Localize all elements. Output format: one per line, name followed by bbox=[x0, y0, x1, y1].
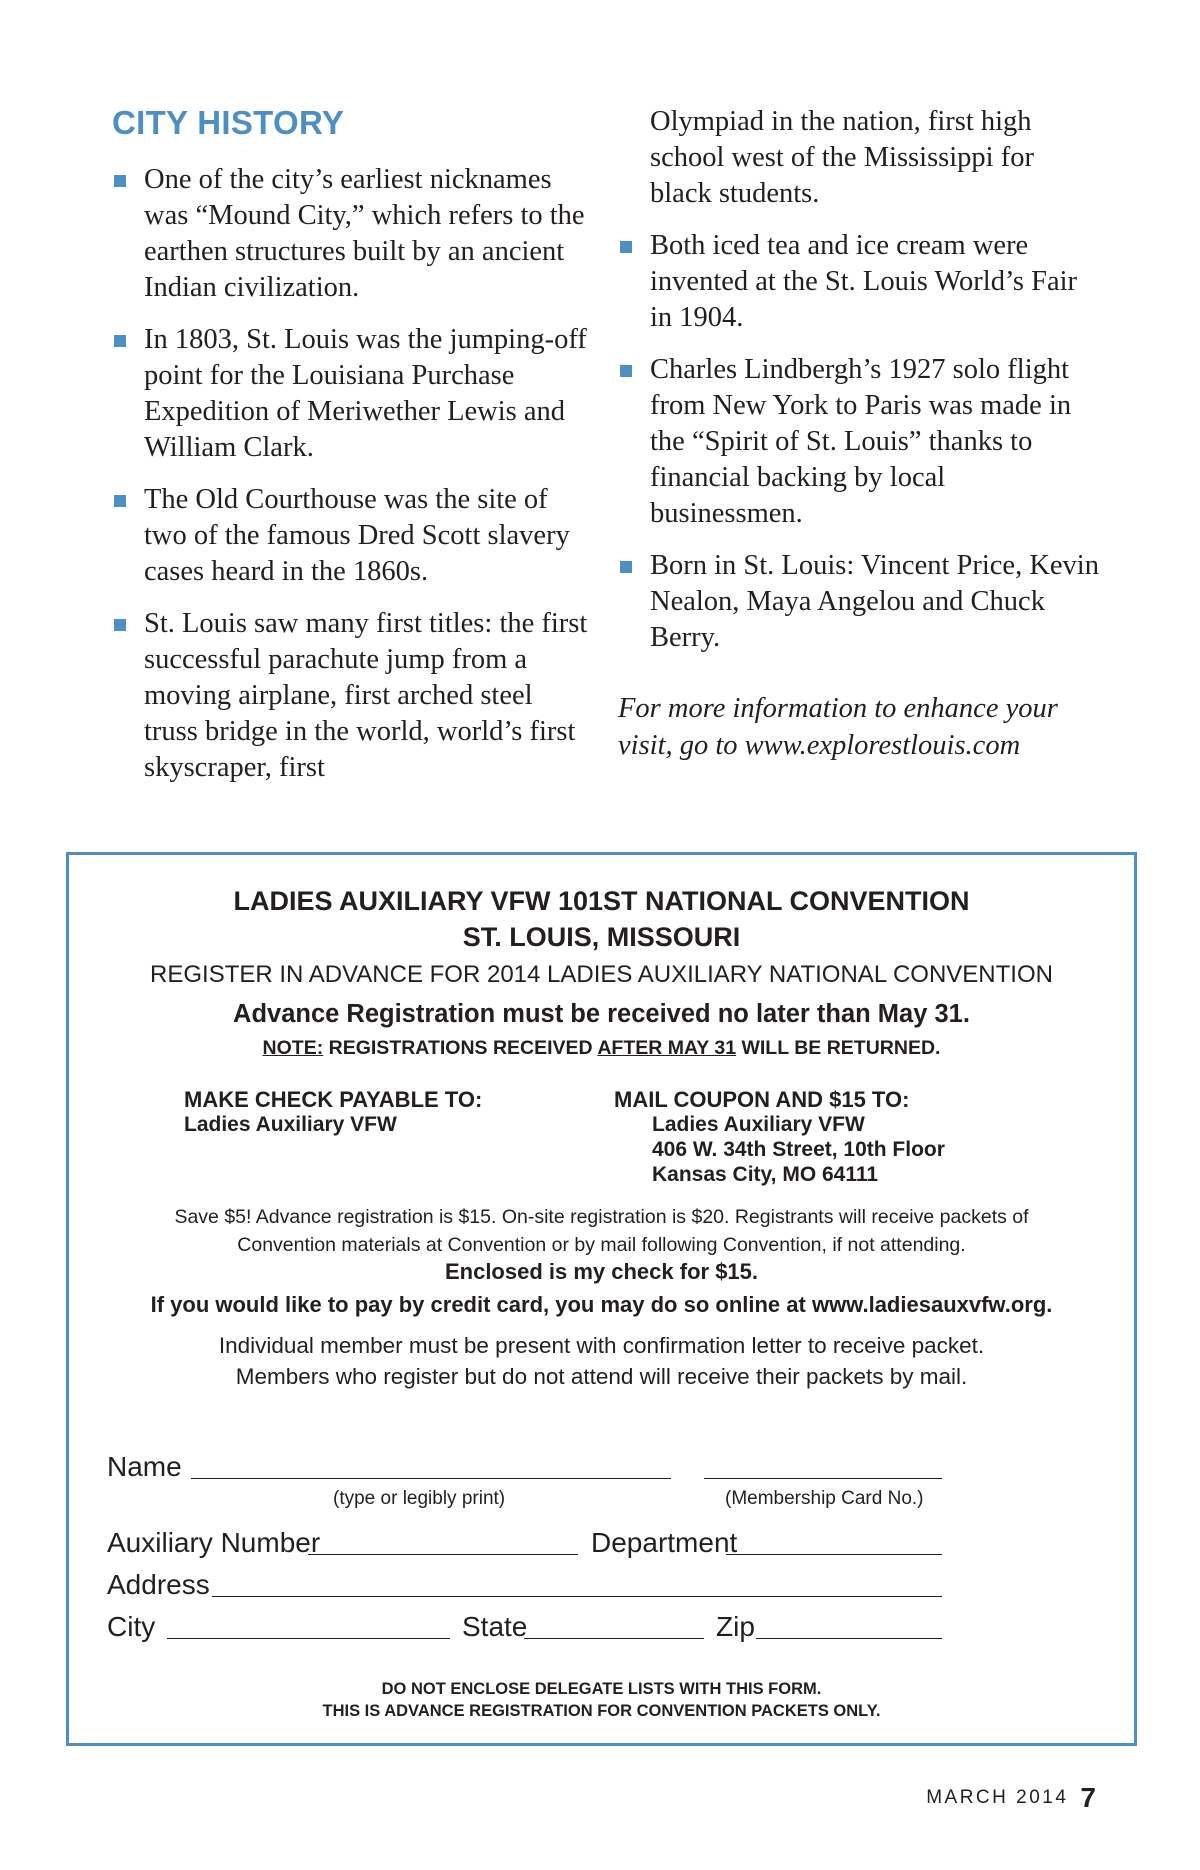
list-item bbox=[618, 228, 1102, 336]
footer-line-2: THIS IS ADVANCE REGISTRATION FOR CONVENTION PACKETS ONLY. bbox=[322, 1702, 881, 1720]
page-footer bbox=[926, 1782, 1096, 1814]
zip-field[interactable] bbox=[756, 1638, 942, 1639]
mail-heading: MAIL COUPON AND $15 TO: bbox=[614, 1087, 910, 1112]
address-field[interactable] bbox=[212, 1596, 942, 1597]
membership-card-field[interactable] bbox=[704, 1478, 942, 1479]
list-item bbox=[112, 606, 592, 786]
square-bullet-icon bbox=[114, 495, 126, 507]
square-bullet-icon bbox=[620, 241, 632, 253]
pricing-info bbox=[69, 1203, 1134, 1259]
name-hint: (type or legibly print) bbox=[333, 1488, 506, 1509]
square-bullet-icon bbox=[114, 619, 126, 631]
city-state-zip-row bbox=[107, 1605, 1097, 1645]
list-item bbox=[112, 162, 592, 306]
city-history-section bbox=[112, 104, 1102, 794]
payable-heading: MAKE CHECK PAYABLE TO: bbox=[184, 1087, 483, 1112]
title-line-2: ST. LOUIS, MISSOURI bbox=[462, 922, 741, 952]
address-row bbox=[107, 1563, 1097, 1603]
bullet-text: One of the city’s earliest nicknames was “Mound City,” which refers to the earthen structures built by an ancient Indian civilization. bbox=[144, 164, 585, 303]
title-line-1: LADIES AUXILIARY VFW 101ST NATIONAL CONVENTION bbox=[233, 886, 970, 916]
list-item bbox=[618, 352, 1102, 532]
note-line bbox=[69, 1037, 1134, 1060]
history-column-right bbox=[618, 104, 1102, 764]
attendance-info bbox=[69, 1330, 1134, 1392]
list-item bbox=[112, 482, 592, 590]
attendance-line-2: Members who register but do not attend will receive their packets by mail. bbox=[235, 1364, 968, 1389]
more-info-note: For more information to enhance your visit, go to www.explorestlouis.com bbox=[618, 693, 1058, 761]
note-text-end: WILL BE RETURNED. bbox=[736, 1037, 941, 1059]
bullet-text: St. Louis saw many first titles: the first successful parachute jump from a moving airplane, first arched steel truss bridge in the world, world’s first skyscraper, first bbox=[144, 608, 588, 783]
department-field[interactable] bbox=[726, 1554, 942, 1555]
note-label: NOTE: bbox=[262, 1037, 324, 1059]
membership-card-hint: (Membership Card No.) bbox=[725, 1488, 924, 1509]
attendance-line-1: Individual member must be present with confirmation letter to receive packet. bbox=[218, 1333, 985, 1358]
mail-street: 406 W. 34th Street, 10th Floor bbox=[652, 1138, 945, 1161]
bullet-text: Born in St. Louis: Vincent Price, Kevin Nealon, Maya Angelou and Chuck Berry. bbox=[650, 550, 1099, 653]
note-text: REGISTRATIONS RECEIVED bbox=[323, 1037, 598, 1059]
zip-label: Zip bbox=[716, 1611, 755, 1642]
bullet-text: The Old Courthouse was the site of two of the famous Dred Scott slavery cases heard in the 1860s. bbox=[144, 484, 570, 587]
mail-block bbox=[614, 1087, 945, 1187]
note-emphasis: AFTER MAY 31 bbox=[597, 1037, 737, 1059]
list-item bbox=[112, 322, 592, 466]
auxiliary-row bbox=[107, 1521, 1097, 1561]
issue-date: MARCH 2014 bbox=[926, 1787, 1069, 1808]
form-subtitle: REGISTER IN ADVANCE FOR 2014 LADIES AUXILIARY NATIONAL CONVENTION bbox=[150, 961, 1053, 988]
name-label: Name bbox=[107, 1451, 182, 1482]
state-label: State bbox=[462, 1611, 528, 1642]
deadline-text: Advance Registration must be received no later than May 31. bbox=[233, 1000, 970, 1028]
square-bullet-icon bbox=[114, 335, 126, 347]
city-label: City bbox=[107, 1611, 156, 1642]
pricing-line-1: Save $5! Advance registration is $15. On-site registration is $20. Registrants will receive packets of bbox=[174, 1206, 1029, 1228]
mail-name: Ladies Auxiliary VFW bbox=[652, 1113, 865, 1136]
footer-line-1: DO NOT ENCLOSE DELEGATE LISTS WITH THIS FORM. bbox=[381, 1680, 822, 1698]
name-row bbox=[107, 1445, 1097, 1509]
state-field[interactable] bbox=[524, 1638, 704, 1639]
square-bullet-icon bbox=[114, 175, 126, 187]
form-title bbox=[69, 883, 1134, 955]
address-label: Address bbox=[107, 1569, 210, 1600]
bullet-text: In 1803, St. Louis was the jumping-off point for the Louisiana Purchase Expedition of Meriwether Lewis and William Clark. bbox=[144, 324, 587, 463]
auxiliary-number-field[interactable] bbox=[308, 1554, 578, 1555]
payable-to: Ladies Auxiliary VFW bbox=[184, 1113, 397, 1136]
square-bullet-icon bbox=[620, 365, 632, 377]
name-field[interactable] bbox=[191, 1478, 671, 1479]
bullet-text: Charles Lindbergh’s 1927 solo flight from New York to Paris was made in the “Spirit of St. Louis” thanks to financial backing by local businessmen. bbox=[650, 354, 1072, 529]
list-item bbox=[618, 548, 1102, 656]
auxiliary-number-label: Auxiliary Number bbox=[107, 1527, 321, 1558]
credit-card-text: If you would like to pay by credit card, you may do so online at www.ladiesauxvfw.org. bbox=[150, 1292, 1053, 1317]
pricing-line-2: Convention materials at Convention or by mail following Convention, if not attending. bbox=[237, 1234, 966, 1256]
city-field[interactable] bbox=[167, 1638, 450, 1639]
enclosed-check-text: Enclosed is my check for $15. bbox=[444, 1259, 759, 1284]
department-label: Department bbox=[591, 1527, 738, 1558]
bullet-text: Both iced tea and ice cream were invented at the St. Louis World’s Fair in 1904. bbox=[650, 230, 1078, 333]
form-footer bbox=[69, 1678, 1134, 1722]
mail-city: Kansas City, MO 64111 bbox=[652, 1163, 879, 1186]
registration-form-box bbox=[66, 852, 1137, 1746]
list-item-continued: Olympiad in the nation, first high school west of the Mississippi for black students. bbox=[650, 106, 1034, 209]
payable-block bbox=[184, 1087, 482, 1137]
page-number: 7 bbox=[1080, 1782, 1096, 1813]
section-heading: CITY HISTORY bbox=[112, 104, 345, 141]
square-bullet-icon bbox=[620, 561, 632, 573]
history-column-left bbox=[112, 162, 592, 802]
